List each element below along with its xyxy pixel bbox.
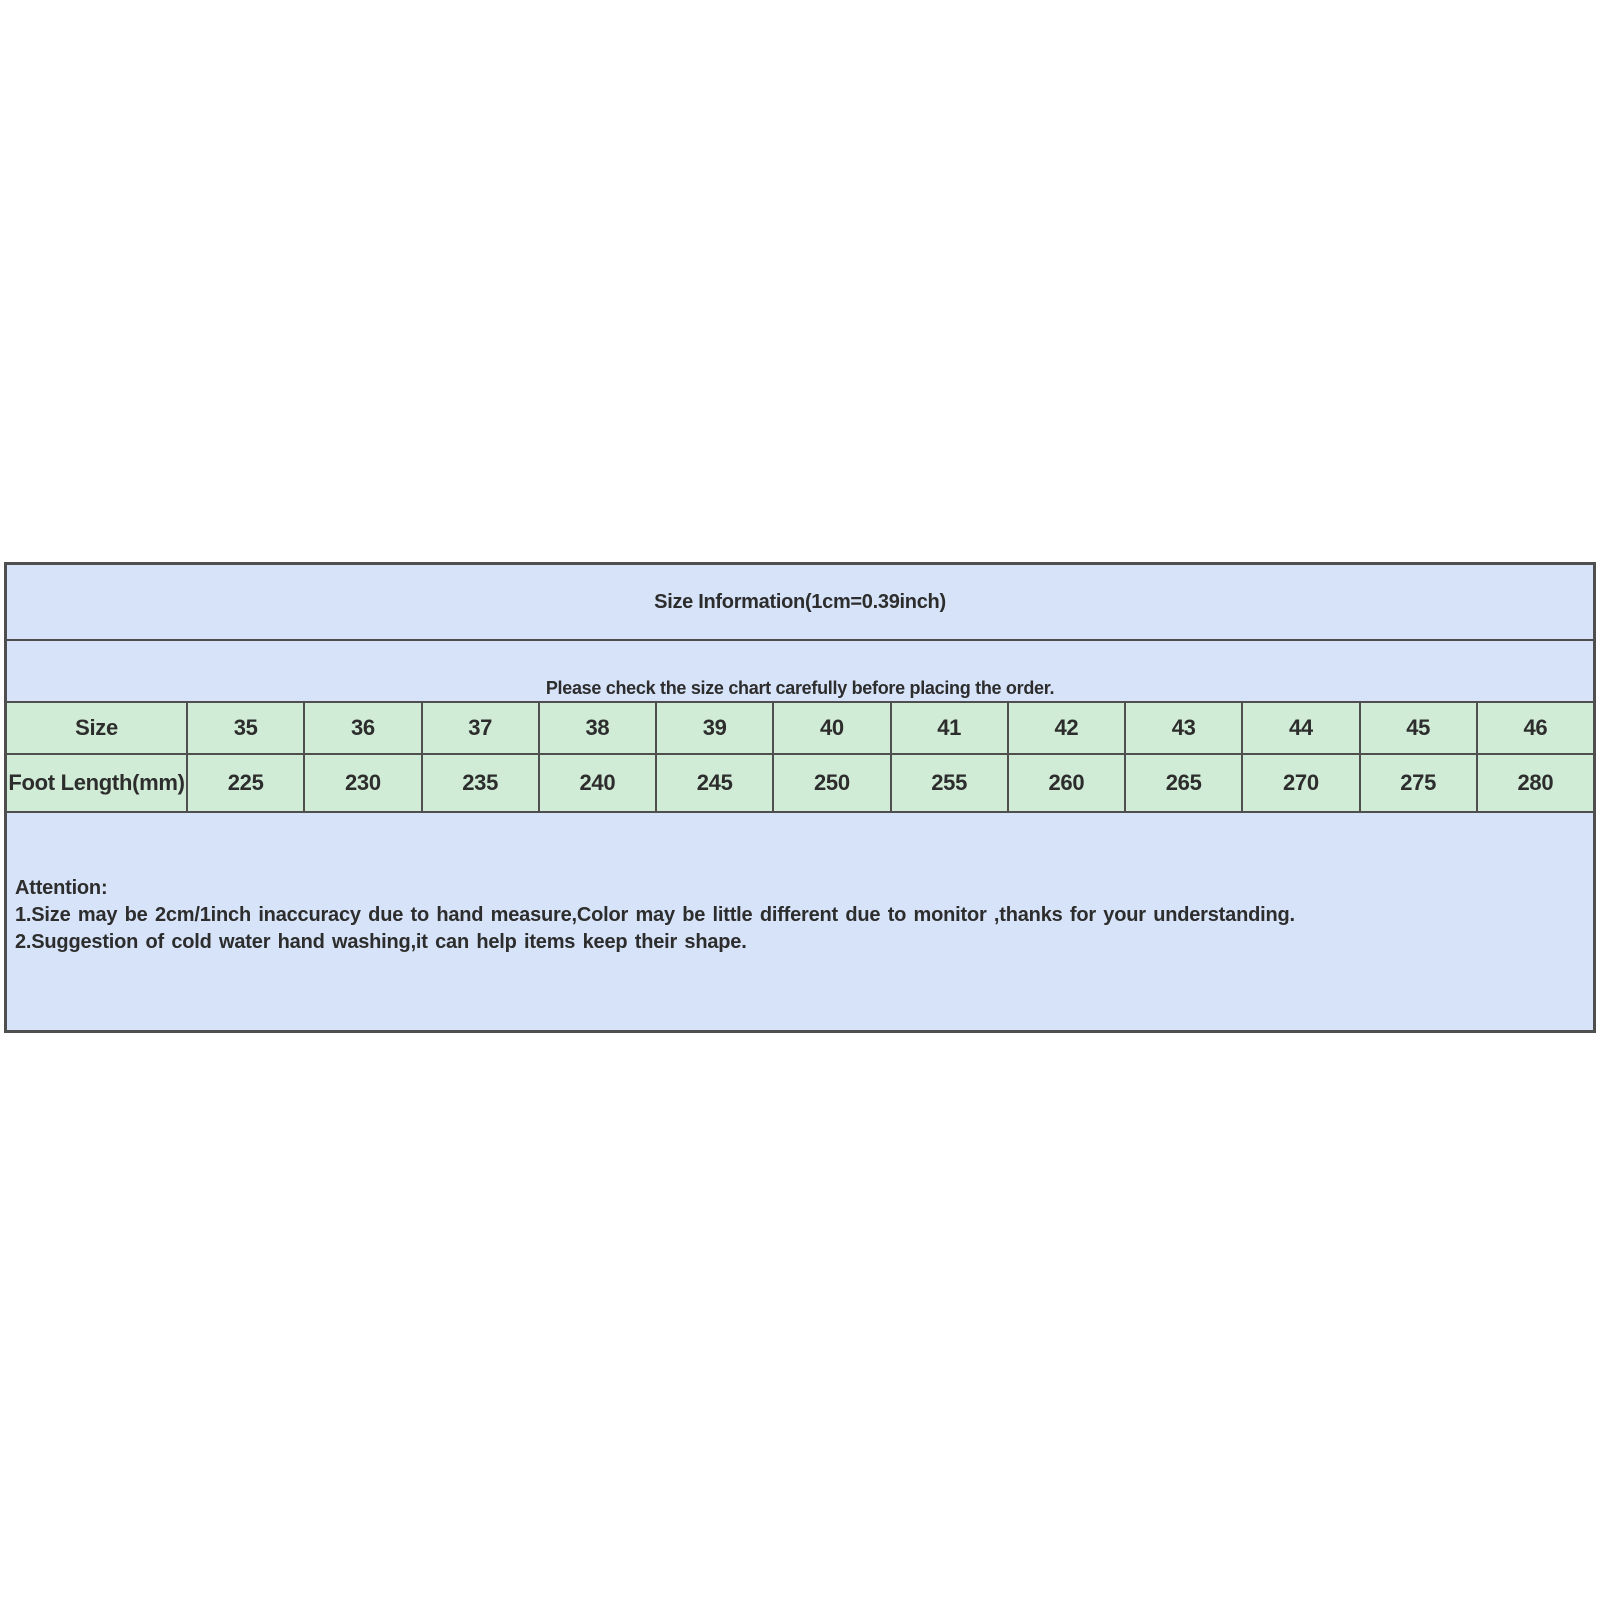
attention-note-2: 2.Suggestion of cold water hand washing,it can help items keep their shape. bbox=[15, 931, 747, 953]
size-cell: 38 bbox=[540, 703, 657, 755]
foot-length-cell: 255 bbox=[892, 755, 1009, 813]
foot-length-cell: 260 bbox=[1009, 755, 1126, 813]
foot-length-row bbox=[7, 755, 1593, 813]
order-note: Please check the size chart carefully before placing the order. bbox=[545, 678, 1055, 698]
panel-title-band bbox=[7, 565, 1593, 641]
foot-length-row-header: Foot Length(mm) bbox=[7, 755, 188, 813]
size-cell: 35 bbox=[188, 703, 305, 755]
size-cell: 36 bbox=[305, 703, 422, 755]
size-cell: 42 bbox=[1009, 703, 1126, 755]
foot-length-cell: 280 bbox=[1478, 755, 1593, 813]
attention-note-1: 1.Size may be 2cm/1inch inaccuracy due to hand measure,Color may be little different due to monitor ,thanks for your understanding. bbox=[15, 904, 1295, 926]
foot-length-cell: 275 bbox=[1361, 755, 1478, 813]
size-cell: 37 bbox=[423, 703, 540, 755]
foot-length-cell: 225 bbox=[188, 755, 305, 813]
size-row bbox=[7, 703, 1593, 755]
foot-length-cell: 250 bbox=[774, 755, 891, 813]
size-cell: 43 bbox=[1126, 703, 1243, 755]
size-table bbox=[7, 703, 1593, 813]
foot-length-cell: 245 bbox=[657, 755, 774, 813]
size-cell: 45 bbox=[1361, 703, 1478, 755]
foot-length-cell: 270 bbox=[1243, 755, 1360, 813]
order-note-band bbox=[7, 641, 1593, 703]
size-row-header: Size bbox=[7, 703, 188, 755]
size-cell: 46 bbox=[1478, 703, 1593, 755]
panel-title: Size Information(1cm=0.39inch) bbox=[654, 590, 946, 613]
foot-length-cell: 235 bbox=[423, 755, 540, 813]
size-information-panel bbox=[4, 562, 1596, 1033]
foot-length-cell: 230 bbox=[305, 755, 422, 813]
size-cell: 40 bbox=[774, 703, 891, 755]
size-cell: 39 bbox=[657, 703, 774, 755]
attention-block bbox=[7, 813, 1593, 956]
size-cell: 41 bbox=[892, 703, 1009, 755]
size-cell: 44 bbox=[1243, 703, 1360, 755]
foot-length-cell: 240 bbox=[540, 755, 657, 813]
attention-heading: Attention: bbox=[15, 877, 108, 899]
foot-length-cell: 265 bbox=[1126, 755, 1243, 813]
